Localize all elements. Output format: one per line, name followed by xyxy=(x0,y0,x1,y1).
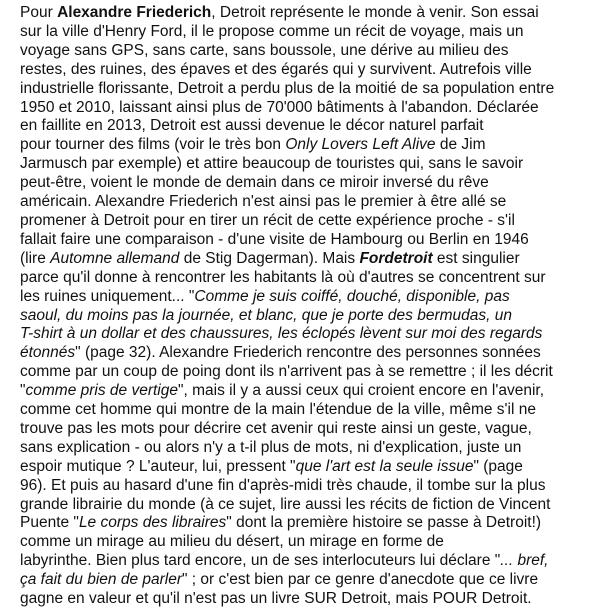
review-paragraph xyxy=(20,4,580,609)
text-run: sans explication - ou alors n'y a t-il plus de mots, ni d'explication, juste un xyxy=(20,438,522,456)
text-line xyxy=(20,61,580,80)
text-line xyxy=(20,193,580,212)
text-line xyxy=(20,23,580,42)
italic-quote: ... bref, xyxy=(500,552,549,570)
author-name: Alexandre Friederich xyxy=(57,4,212,21)
italic-quote: ça fait du bien de parler xyxy=(20,571,182,589)
text-run: américain. Alexandre Friederich n'est ainsi pas le premier à être allé se xyxy=(20,193,507,211)
text-run: sur la ville d'Henry Ford, il le propose comme un récit de voyage, mais un xyxy=(20,22,524,40)
text-run: espoir mutique ? L'auteur, lui, pressent " xyxy=(20,457,296,475)
text-run: pour tourner des films (voir le très bon xyxy=(20,136,286,154)
text-line xyxy=(20,136,580,155)
text-run: " ; or c'est bien par ce genre d'anecdote que ce livre xyxy=(182,571,539,589)
italic-quote: que l'art est la seule issue xyxy=(295,457,474,475)
text-run: en faillite en 2013, Detroit est aussi devenue le décor naturel parfait xyxy=(20,117,484,135)
text-line xyxy=(20,99,580,118)
text-run: Pour xyxy=(20,4,58,21)
text-line xyxy=(20,212,580,231)
text-run: restes, des ruines, des épaves et des égarés qui y survivent. Autrefois ville xyxy=(20,60,532,78)
text-run: fallait faire une comparaison - d'une visite de Hambourg ou Berlin en 1946 xyxy=(20,230,529,248)
text-line xyxy=(20,269,580,288)
text-line xyxy=(20,552,580,571)
text-line xyxy=(20,590,580,609)
text-line xyxy=(20,420,580,439)
italic-quote: Comme je suis coiffé, douché, disponible, pas xyxy=(194,287,510,305)
text-line xyxy=(20,382,580,401)
italic-quote: T-shirt à un dollar et des chaussures, les éclopés lèvent sur moi des regards xyxy=(20,325,543,343)
text-run: comme par un coup de poing dont ils n'arrivent pas à se remettre ; il les décrit xyxy=(20,363,553,381)
text-run: labyrinthe. Bien plus tard encore, un de ses interlocuteurs lui déclare " xyxy=(20,552,501,570)
text-run: les ruines uniquement... " xyxy=(20,287,195,305)
text-run: Jarmusch par exemple) et attire beaucoup de touristes qui, sans le savoir xyxy=(20,155,524,173)
text-run: voyage sans GPS, sans carte, sans boussole, une dérive au milieu des xyxy=(20,41,509,59)
text-run: gagne en valeur et qu'il n'est pas un livre SUR Detroit, mais POUR Detroit. xyxy=(20,590,532,608)
text-line xyxy=(20,117,580,136)
text-run: comme cet homme qui montre de la main l'étendue de la ville, même s'il ne xyxy=(20,401,536,419)
article-text xyxy=(20,4,580,609)
text-line xyxy=(20,80,580,99)
text-run: industrielle florissante, Detroit a perdu plus de la moitié de sa population entre xyxy=(20,79,555,97)
text-line xyxy=(20,174,580,193)
text-line xyxy=(20,231,580,250)
text-run: ", mais il y a aussi ceux qui croient encore en l'avenir, xyxy=(178,382,544,400)
text-line xyxy=(20,155,580,174)
text-line xyxy=(20,533,580,552)
text-line xyxy=(20,514,580,533)
text-run: grande librairie du monde (à ce sujet, lire aussi les récits de fiction de Vincent xyxy=(20,495,551,513)
text-run: trouve pas les mots pour décrire cet avenir qui reste ainsi un geste, vague, xyxy=(20,419,532,437)
book-title: Fordetroit xyxy=(359,249,433,267)
text-run: de Stig Dagerman). Mais xyxy=(179,249,360,267)
italic-quote: Le corps des libraires xyxy=(78,514,227,532)
text-run: parce qu'il donne à rencontrer les habitants là où d'autres se concentrent sur xyxy=(20,268,546,286)
text-run: comme un mirage au milieu du désert, un mirage en forme de xyxy=(20,533,444,551)
text-line xyxy=(20,458,580,477)
text-line xyxy=(20,307,580,326)
text-line xyxy=(20,288,580,307)
text-line xyxy=(20,571,580,590)
text-run: (lire xyxy=(20,249,51,267)
italic-quote: saoul, du moins pas la journée, et blanc, que je porte des bermudas, un xyxy=(20,306,513,324)
italic-quote: comme pris de vertige xyxy=(25,382,178,400)
text-line xyxy=(20,344,580,363)
text-run: " xyxy=(20,382,26,400)
text-line xyxy=(20,4,580,23)
text-run: 1950 et 2010, laissant ainsi plus de 70'000 bâtiments à l'abandon. Déclarée xyxy=(20,98,539,116)
text-run: , Detroit représente le monde à venir. Son essai xyxy=(211,4,539,21)
text-run: de Jim xyxy=(435,136,486,154)
text-line xyxy=(20,325,580,344)
text-run: " (page xyxy=(473,457,523,475)
text-line xyxy=(20,401,580,420)
text-run: 96). Et puis au hasard d'une fin d'après-midi très chaude, il tombe sur la plus xyxy=(20,476,546,494)
text-run: " dont la première histoire se passe à Detroit!) xyxy=(226,514,542,532)
text-run: " (page 32). Alexandre Friederich rencontre des personnes sonnées xyxy=(75,344,541,362)
italic-quote: Automne allemand xyxy=(50,249,180,267)
text-run: peut-être, voient le monde de demain dans ce miroir inversé du rêve xyxy=(20,174,489,192)
text-line xyxy=(20,250,580,269)
text-run: Puente " xyxy=(20,514,79,532)
text-line xyxy=(20,42,580,61)
text-run: est singulier xyxy=(432,249,520,267)
text-line xyxy=(20,477,580,496)
italic-quote: Only Lovers Left Alive xyxy=(285,136,436,154)
text-line xyxy=(20,439,580,458)
italic-quote: étonnés xyxy=(20,344,76,362)
text-run: promener à Detroit pour en tirer un récit de cette expérience proche - s'il xyxy=(20,211,515,229)
text-line xyxy=(20,496,580,515)
text-line xyxy=(20,363,580,382)
